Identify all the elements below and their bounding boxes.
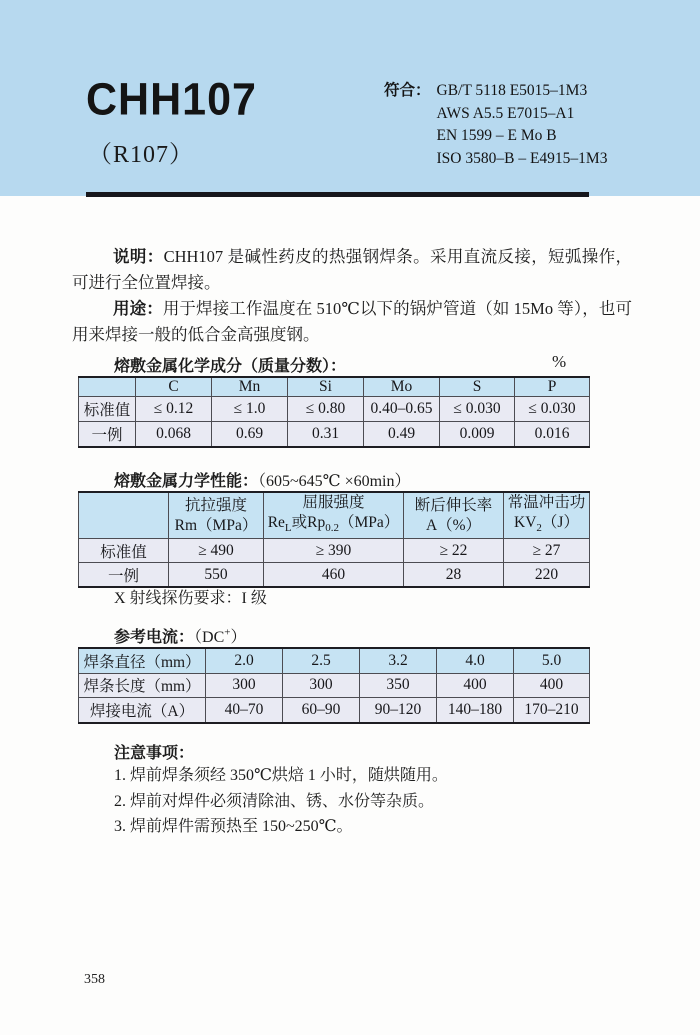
usage-paragraph [72,296,632,348]
row-label: 一例 [79,422,136,448]
chem-value: 0.49 [364,422,440,448]
table-row [79,563,590,588]
table-row [79,422,590,448]
chem-header: P [515,377,590,397]
mech-header-line2: $Re_L$或$Rp_{0.2}(MPa)$ [267,513,400,534]
mech-value: 28 [404,563,504,588]
diameter-value: 5.0 [514,648,590,673]
mech-header-line1: 断后伸长率 [414,497,493,515]
note-item: 2. 焊前对焊件必须清除油、锈、水份等杂质。 [114,792,435,810]
mech-header-line2: A（%） [425,516,482,534]
row-label: 一例 [79,563,169,588]
table-row [79,673,590,698]
xray-requirement: X 射线探伤要求：I 级 [114,590,267,607]
diameter-value: 4.0 [437,648,514,673]
row-label: 标准值 [79,397,136,422]
divider-rule [86,192,589,197]
chem-value: ≤ 0.030 [515,397,590,422]
mech-header-line1: 常温冲击功 [507,494,586,511]
chem-header-blank [79,377,136,397]
mech-header-line2: Rm（MPa） [174,516,258,534]
mech-header [264,492,404,539]
chem-header: Mo [364,377,440,397]
chem-header: Mn [212,377,288,397]
description-label: 说明： [113,248,164,266]
row-label: 焊接电流（A） [79,698,206,723]
current-header-row [79,648,590,673]
mech-table-condition: （605~645℃ ×60min） [258,473,411,490]
standards-list [437,80,608,170]
note-item: 3. 焊前焊件需预热至 150~250℃。 [114,818,353,835]
mech-table-title [114,468,411,491]
current-value: 60–90 [283,698,360,723]
row-label: 焊条长度（mm） [79,673,206,698]
mech-header-line1: 屈服强度 [302,494,365,511]
mech-table-title-label: 熔敷金属力学性能： [114,473,259,490]
table-row [79,397,590,422]
mech-header-row [79,492,590,539]
product-model: CHH107 [86,74,257,125]
standard-line: GB/T 5118 E5015–1M3 [436,82,588,99]
length-value: 400 [437,673,514,698]
mech-header [169,492,264,539]
chem-value: 0.40–0.65 [364,397,440,422]
standard-line: AWS A5.5 E7015–A1 [436,104,575,122]
mech-table [78,491,590,588]
length-value: 350 [360,673,437,698]
current-table-condition: （DC+） [194,626,247,646]
current-value: 170–210 [514,698,590,723]
current-value: 90–120 [360,698,437,723]
mech-header [504,492,590,539]
notes-title: 注意事项： [114,745,195,762]
mech-value: 460 [264,563,404,588]
mech-value: ≥ 390 [264,539,404,563]
chem-value: ≤ 0.80 [288,397,364,422]
chem-table-title: 熔敷金属化学成分（质量分数）： [114,358,347,375]
chem-header: Si [288,377,364,397]
compliance-label: 符合： [384,82,431,99]
standard-line: EN 1599 – E Mo B [436,127,557,144]
chem-value: ≤ 0.12 [136,397,212,422]
product-alt-model: （R107） [88,142,195,168]
chem-table-unit: % [552,352,567,371]
standards-block [384,80,607,170]
mech-header [404,492,504,539]
current-value: 40–70 [206,698,283,723]
mech-value: 550 [169,563,264,588]
usage-text: 用于焊接工作温度在 510℃以下的锅炉管道（如 15Mo 等），也可用来焊接一般的低合金高强度钢。 [72,299,632,344]
length-value: 300 [206,673,283,698]
chem-value: 0.016 [515,422,590,448]
row-label: 标准值 [79,539,169,563]
standard-line: ISO 3580–B – E4915–1M3 [436,149,608,167]
chem-value: ≤ 1.0 [212,397,288,422]
diameter-value: 3.2 [360,648,437,673]
chem-table [78,376,590,448]
mech-value: 220 [504,563,590,588]
chem-header: C [136,377,212,397]
chem-header: S [440,377,515,397]
current-value: 140–180 [437,698,514,723]
mech-header-line2: $KV_2(J)$ [514,513,579,534]
chem-value: ≤ 0.030 [440,397,515,422]
mech-value: ≥ 22 [404,539,504,563]
mech-header-line1: 抗拉强度 [184,497,247,515]
table-row [79,698,590,723]
table-row [79,539,590,563]
usage-label: 用途： [113,300,163,318]
chem-value: 0.69 [212,422,288,448]
chem-value: 0.009 [440,422,515,448]
mech-header-blank [79,492,169,539]
chem-value: 0.068 [136,422,212,448]
current-table-title [114,624,246,647]
note-item: 1. 焊前焊条须经 350℃烘焙 1 小时，随烘随用。 [114,767,448,784]
page-number: 358 [84,972,105,987]
notes-list [114,763,448,840]
row-label: 焊条直径（mm） [79,648,206,673]
length-value: 400 [514,673,590,698]
chem-value: 0.31 [288,422,364,448]
mech-value: ≥ 27 [504,539,590,563]
chem-header-row [79,377,590,397]
diameter-value: 2.0 [206,648,283,673]
diameter-value: 2.5 [283,648,360,673]
current-table [78,647,590,724]
length-value: 300 [283,673,360,698]
current-table-title-label: 参考电流： [114,629,195,646]
mech-value: ≥ 490 [169,539,264,563]
description-paragraph [72,244,632,296]
description-text: CHH107 是碱性药皮的热强钢焊条。采用直流反接，短弧操作，可进行全位置焊接。 [72,247,633,292]
